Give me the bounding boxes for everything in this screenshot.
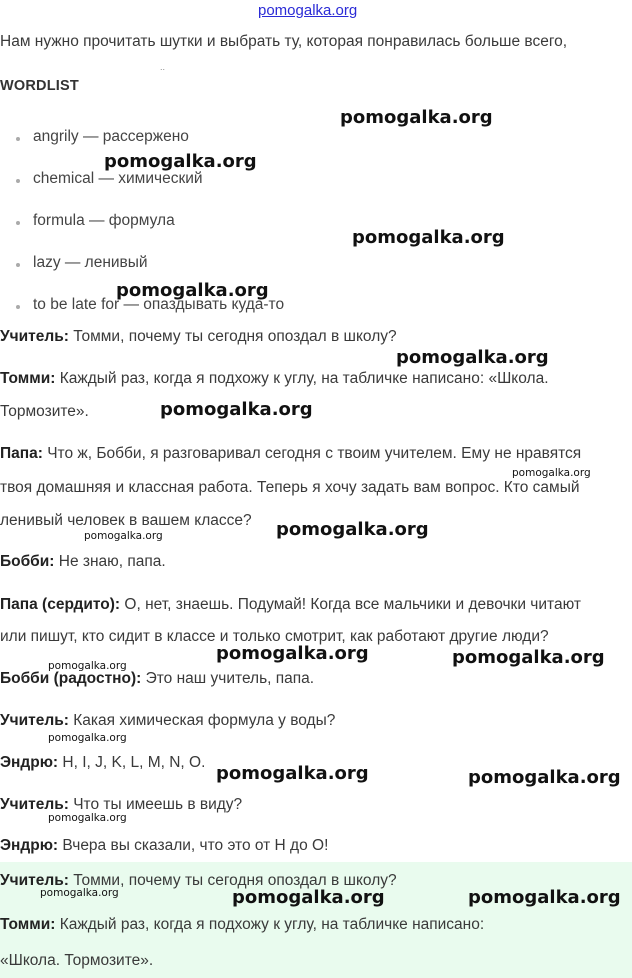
watermark: pomogalka.org bbox=[48, 812, 127, 824]
dialogue-line: Бобби: Не знаю, папа. bbox=[0, 553, 166, 570]
dialogue-line: Эндрю: Вчера вы сказали, что это от H до O! bbox=[0, 837, 329, 854]
watermark: pomogalka.org bbox=[116, 280, 269, 301]
watermark: pomogalka.org bbox=[216, 643, 369, 664]
dialogue-line: Папа (сердито): О, нет, знаешь. Подумай! Когда все мальчики и девочки читают bbox=[0, 596, 581, 613]
intro-text: Нам нужно прочитать шутки и выбрать ту, которая понравилась больше всего, bbox=[0, 33, 568, 50]
watermark: pomogalka.org bbox=[340, 107, 493, 128]
dialogue-line: ленивый человек в вашем классе? bbox=[0, 512, 252, 529]
watermark: pomogalka.org bbox=[512, 467, 591, 479]
wordlist-heading: WORDLIST bbox=[0, 78, 79, 94]
dialogue-line: Томми: Каждый раз, когда я подхожу к углу, на табличке написано: «Школа. bbox=[0, 370, 549, 387]
answer-line: Томми: Каждый раз, когда я подхожу к углу, на табличке написано: bbox=[0, 916, 485, 933]
watermark: pomogalka.org bbox=[84, 530, 163, 542]
dialogue-line: Учитель: Что ты имеешь в виду? bbox=[0, 796, 243, 813]
answer-line: Учитель: Томми, почему ты сегодня опоздал в школу? bbox=[0, 872, 397, 889]
watermark: pomogalka.org bbox=[468, 887, 621, 908]
watermark: pomogalka.org bbox=[468, 767, 621, 788]
bullet-icon bbox=[16, 221, 20, 225]
dialogue-line: Учитель: Томми, почему ты сегодня опоздал в школу? bbox=[0, 328, 397, 345]
watermark: pomogalka.org bbox=[40, 887, 119, 899]
watermark: pomogalka.org bbox=[452, 647, 605, 668]
dialogue-line: твоя домашняя и классная работа. Теперь я хочу задать вам вопрос. Кто самый bbox=[0, 479, 580, 496]
watermark: pomogalka.org bbox=[104, 151, 257, 172]
dialogue-line: или пишут, кто сидит в классе и только смотрит, как работают другие люди? bbox=[0, 628, 549, 645]
dialogue-line: Тормозите». bbox=[0, 403, 89, 420]
bullet-icon bbox=[16, 305, 20, 309]
watermark: pomogalka.org bbox=[48, 732, 127, 744]
bullet-icon bbox=[16, 263, 20, 267]
intro-tail: .. bbox=[160, 62, 166, 72]
dialogue-line: Папа: Что ж, Бобби, я разговаривал сегодня с твоим учителем. Ему не нравятся bbox=[0, 445, 582, 462]
dialogue-line: Эндрю: H, I, J, K, L, M, N, O. bbox=[0, 754, 206, 771]
bullet-icon bbox=[16, 179, 20, 183]
site-title-link[interactable]: pomogalka.org bbox=[258, 2, 358, 19]
dialogue-line: Бобби (радостно): Это наш учитель, папа. bbox=[0, 670, 315, 687]
watermark: pomogalka.org bbox=[276, 519, 429, 540]
answer-line: «Школа. Тормозите». bbox=[0, 952, 154, 969]
watermark: pomogalka.org bbox=[216, 763, 369, 784]
watermark: pomogalka.org bbox=[232, 887, 385, 908]
watermark: pomogalka.org bbox=[352, 227, 505, 248]
dialogue-line: Учитель: Какая химическая формула у воды? bbox=[0, 712, 336, 729]
bullet-icon bbox=[16, 137, 20, 141]
watermark: pomogalka.org bbox=[48, 660, 127, 672]
watermark: pomogalka.org bbox=[396, 347, 549, 368]
watermark: pomogalka.org bbox=[160, 399, 313, 420]
